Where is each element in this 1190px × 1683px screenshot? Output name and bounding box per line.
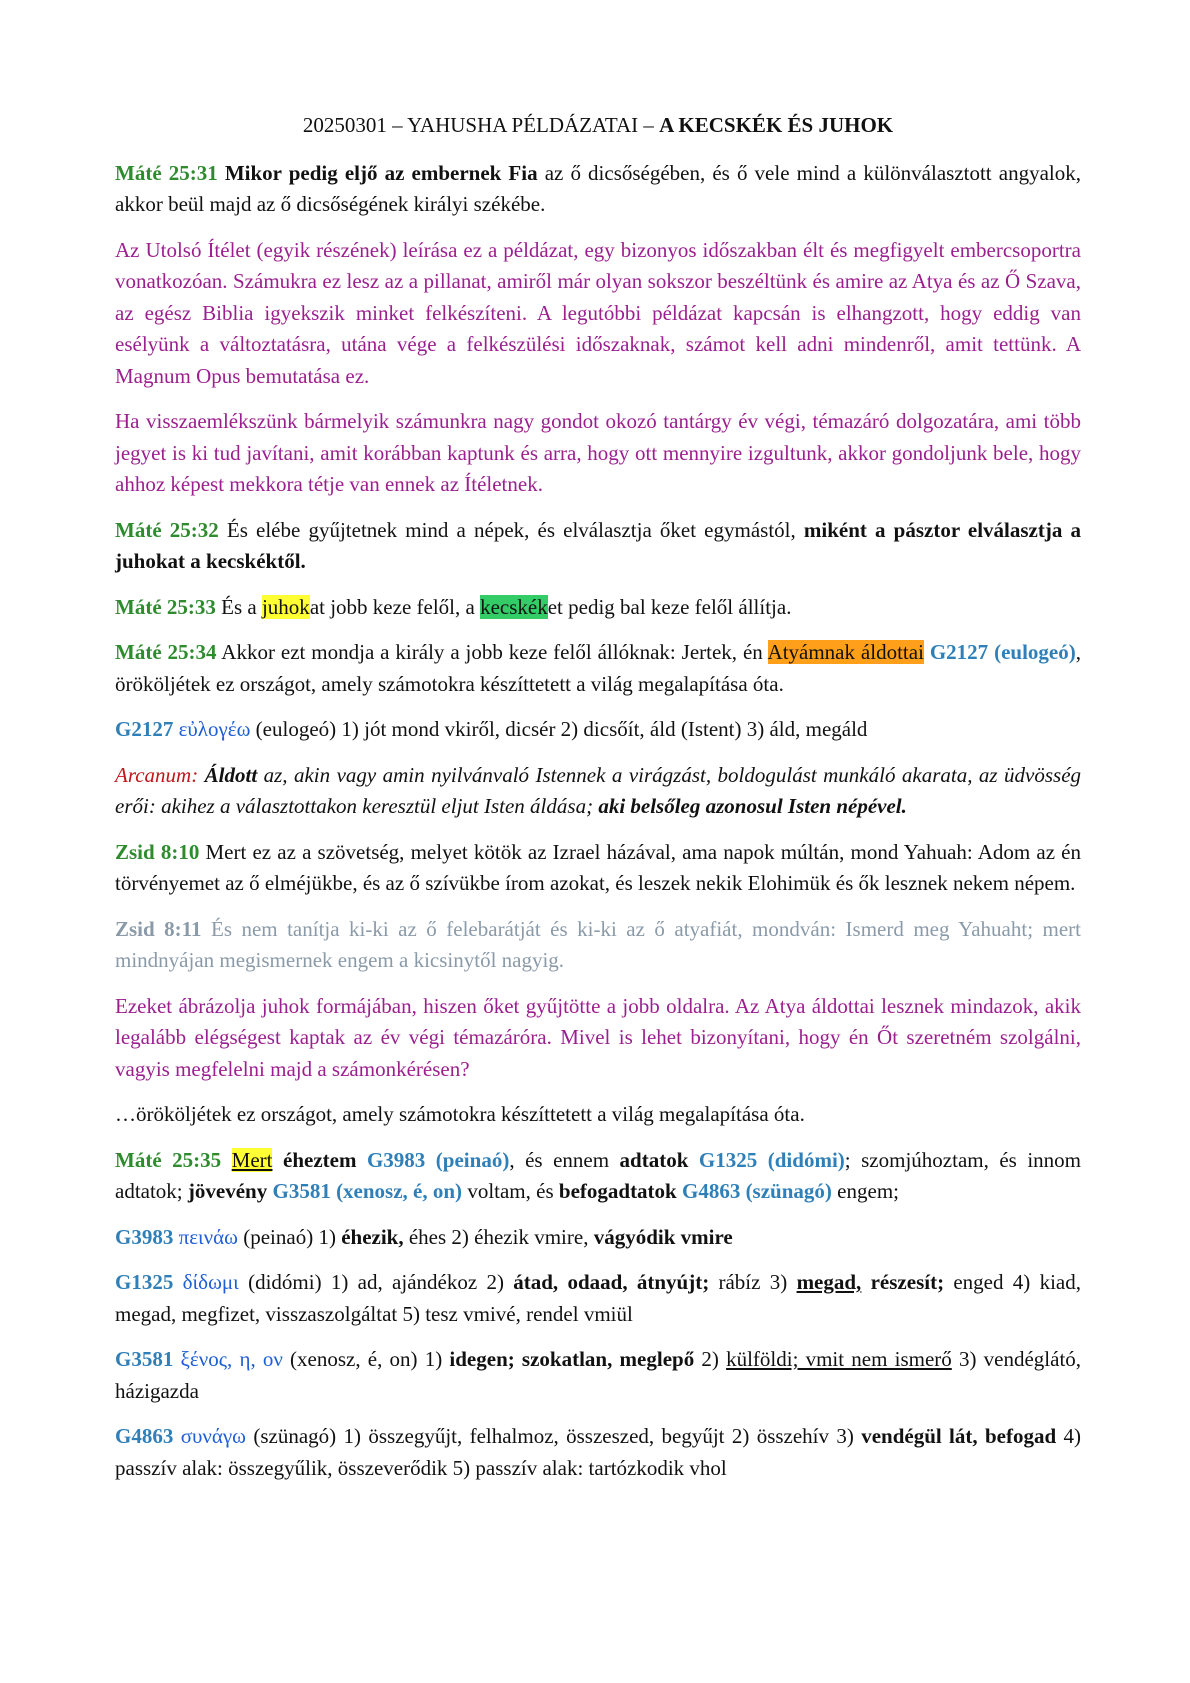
lexicon-bold-term: vendégül lát, befogad xyxy=(861,1424,1057,1448)
commentary-paragraph-1: Az Utolsó Ítélet (egyik részének) leírása ez a példázat, egy bizonyos időszakban élt és megfigyelt embercsoportra vonatkozóan. Számukra ez lesz az a pillanat, amiről már olyan sokszor beszéltünk és amire az Atya és az Ő Szava, az egész Biblia igyekszik minket felkészíteni. A legutóbbi példázat kapcsán is elhangzott, hogy eddig van esélyünk a változtatásra, utána vége a felkészülési időszaknak, számot kell adni mindenről, amit tettünk. A Magnum Opus bemutatása ez. xyxy=(115,237,1081,388)
arcanum-label: Arcanum: xyxy=(115,762,199,787)
strong-number: G2127 xyxy=(115,717,174,741)
verse-reference: Máté 25:34 xyxy=(115,640,217,664)
lexicon-definition: (eulogeó) 1) jót mond vkiről, dicsér 2) dicsőít, áld (Istent) 3) áld, megáld xyxy=(250,717,868,741)
lexicon-definition: 2) xyxy=(694,1347,727,1371)
verse-text: Akkor ezt mondja a király a jobb keze felől állóknak: Jertek, én xyxy=(216,640,768,664)
highlight-sheep: juhok xyxy=(261,594,310,619)
verse-reference: Máté 25:33 xyxy=(115,594,216,619)
strong-number: G2127 (eulogeó) xyxy=(929,640,1076,664)
lexicon-definition: (xenosz, é, on) 1) xyxy=(282,1347,450,1371)
document-page xyxy=(115,110,1081,1498)
verse-text: Mert ez az a szövetség, melyet kötök az Izrael házával, ama napok múltán, mond Yahuah: Adom az én törvényemet az ő elméjükbe, és az ő szívükbe írom azokat, és leszek nekik Elohimük és ők lesznek nekem népem. xyxy=(115,839,1081,895)
verse-bold-word: adtatok xyxy=(619,1147,689,1172)
highlight-mert: Mert xyxy=(231,1147,273,1172)
strong-number: G4863 xyxy=(115,1424,174,1448)
verse-bold-text: Mikor pedig eljő az embernek Fia xyxy=(224,160,538,185)
arcanum-bold-text: aki belsőleg azonosul Isten népével. xyxy=(598,794,907,818)
highlight-blessed: Atyámnak áldottai xyxy=(767,640,924,664)
arcanum-definition xyxy=(115,760,1081,823)
lexicon-definition: 3) vendéglátó, házigazda xyxy=(115,1347,1082,1403)
strong-number: G3983 (peinaó) xyxy=(366,1147,510,1172)
verse-bold-word: éheztem xyxy=(283,1147,357,1172)
lexicon-definition: 4) passzív alak: összegyűlik, összeverődik 5) passzív alak: tartózkodik vhol xyxy=(115,1424,1081,1480)
verse-mate-25-33 xyxy=(115,592,1081,624)
greek-word: ξένος, η, ον xyxy=(180,1347,283,1371)
strong-number: G1325 xyxy=(115,1270,174,1294)
verse-bold-word: befogadtatok xyxy=(558,1179,677,1203)
lexicon-underlined-term: külföldi; vmit nem ismerő xyxy=(726,1347,952,1371)
verse-reference: Máté 25:32 xyxy=(115,517,219,542)
lexicon-definition: rábíz 3) xyxy=(709,1270,797,1294)
lexicon-bold-term: átad, odaad, átnyújt; xyxy=(513,1270,710,1294)
verse-mate-25-34 xyxy=(115,637,1081,700)
lexicon-definition: (didómi) 1) ad, ajándékoz 2) xyxy=(238,1270,514,1294)
strong-number: G3983 xyxy=(115,1224,174,1249)
lexicon-bold-term: éhezik, xyxy=(341,1224,404,1249)
arcanum-text: az, akin vagy amin nyilvánvaló Istennek a virágzást, boldogulást munkáló akarata, az üdvösség erői: akihez a választottakon keresztül eljut Isten áldása; xyxy=(115,762,1082,818)
lexicon-bold-underlined-term: megad, xyxy=(796,1270,862,1294)
verse-bold-text: miként a pásztor elválasztja a juhokat a kecskéktől. xyxy=(115,517,1081,573)
verse-reference: Máté 25:35 xyxy=(115,1147,222,1172)
lexicon-definition: (peinaó) 1) xyxy=(237,1224,342,1249)
lexicon-g3581 xyxy=(115,1344,1081,1407)
strong-number: G4863 (szünagó) xyxy=(681,1179,832,1203)
verse-mate-25-32 xyxy=(115,515,1081,578)
verse-text: at jobb keze felől, a xyxy=(309,594,481,619)
lexicon-bold-term: idegen; szokatlan, meglepő xyxy=(449,1347,695,1371)
commentary-paragraph-3: Ezeket ábrázolja juhok formájában, hiszen őket gyűjtötte a jobb oldalra. Az Atya áldottai lesznek mindazok, akik legalább elégségest kaptak az év végi témazáróra. Mivel is lehet bizonyítani, hogy én Őt szeretném szolgálni, vagyis megfelelni majd a számonkérésen? xyxy=(115,993,1081,1081)
greek-word: πεινάω xyxy=(178,1224,238,1249)
highlight-goats: kecskék xyxy=(480,594,548,619)
verse-bold-word: jövevény xyxy=(187,1179,268,1203)
title-subject: A KECSKÉK ÉS JUHOK xyxy=(659,113,894,137)
verse-text: az ő dicsőségében, és ő vele mind a különválasztott angyalok, akkor beül majd az ő dicsőségének királyi székébe. xyxy=(115,160,1081,216)
lexicon-bold-term: vágyódik vmire xyxy=(593,1224,733,1249)
verse-text: És nem tanítja ki-ki az ő felebarátját és ki-ki az ő atyafiát, mondván: Ismerd meg Yahuaht; mert mindnyájan megismernek engem a kicsinytől nagyig. xyxy=(115,916,1081,972)
strong-number: G3581 (xenosz, é, on) xyxy=(272,1179,463,1203)
page-title xyxy=(115,110,1081,142)
verse-reference: Zsid 8:10 xyxy=(115,839,200,864)
lexicon-g1325 xyxy=(115,1267,1081,1330)
lexicon-g2127 xyxy=(115,714,1081,746)
strong-number: G3581 xyxy=(115,1347,174,1371)
verse-zsid-8-10 xyxy=(115,837,1081,900)
strong-number: G1325 (didómi) xyxy=(698,1147,845,1172)
lexicon-definition: éhes 2) éhezik vmire, xyxy=(403,1224,594,1249)
verse-mate-25-31 xyxy=(115,158,1081,221)
verse-text: ; szomjúhoztam, és innom adtatok; xyxy=(115,1147,1082,1203)
quoted-verse-fragment: …örököljétek ez országot, amely számotokra készíttetett a világ megalapítása óta. xyxy=(115,1102,805,1126)
lexicon-definition: (szünagó) 1) összegyűjt, felhalmoz, összeszed, begyűjt 2) összehív 3) xyxy=(246,1424,862,1448)
greek-word: εὐλογέω xyxy=(178,717,251,741)
arcanum-bold-term: Áldott xyxy=(204,762,258,787)
verse-text: et pedig bal keze felől állítja. xyxy=(547,594,792,619)
lexicon-definition: enged 4) kiad, megad, megfizet, visszaszolgáltat 5) tesz vmivé, rendel vmiül xyxy=(115,1270,1081,1326)
verse-text: engem; xyxy=(831,1179,899,1203)
greek-word: συνάγω xyxy=(180,1424,247,1448)
verse-text: , és ennem xyxy=(509,1147,620,1172)
verse-text: És a xyxy=(215,594,262,619)
verse-zsid-8-11 xyxy=(115,914,1081,977)
lexicon-g3983 xyxy=(115,1222,1081,1254)
lexicon-g4863 xyxy=(115,1421,1081,1484)
verse-mate-25-35 xyxy=(115,1145,1081,1208)
verse-reference: Máté 25:31 xyxy=(115,160,218,185)
commentary-paragraph-2: Ha visszaemlékszünk bármelyik számunkra nagy gondot okozó tantárgy év végi, témazáró dolgozatára, ami több jegyet is ki tud javítani, amit korábban kaptunk és arra, hogy ott mennyire izgultunk, akkor gondoljunk bele, hogy ahhoz képest mekkora tétje van ennek az Ítéletnek. xyxy=(115,409,1081,496)
title-date-series: 20250301 – YAHUSHA PÉLDÁZATAI – xyxy=(302,113,660,137)
greek-word: δίδωμι xyxy=(182,1270,239,1294)
verse-text: És elébe gyűjtetnek mind a népek, és elválasztja őket egymástól, xyxy=(218,517,804,542)
lexicon-bold-term: részesít; xyxy=(870,1270,945,1294)
verse-text: , örököljétek ez országot, amely számotokra készíttetett a világ megalapítása óta. xyxy=(115,640,1081,696)
verse-text: voltam, és xyxy=(462,1179,559,1203)
verse-reference: Zsid 8:11 xyxy=(115,916,202,941)
